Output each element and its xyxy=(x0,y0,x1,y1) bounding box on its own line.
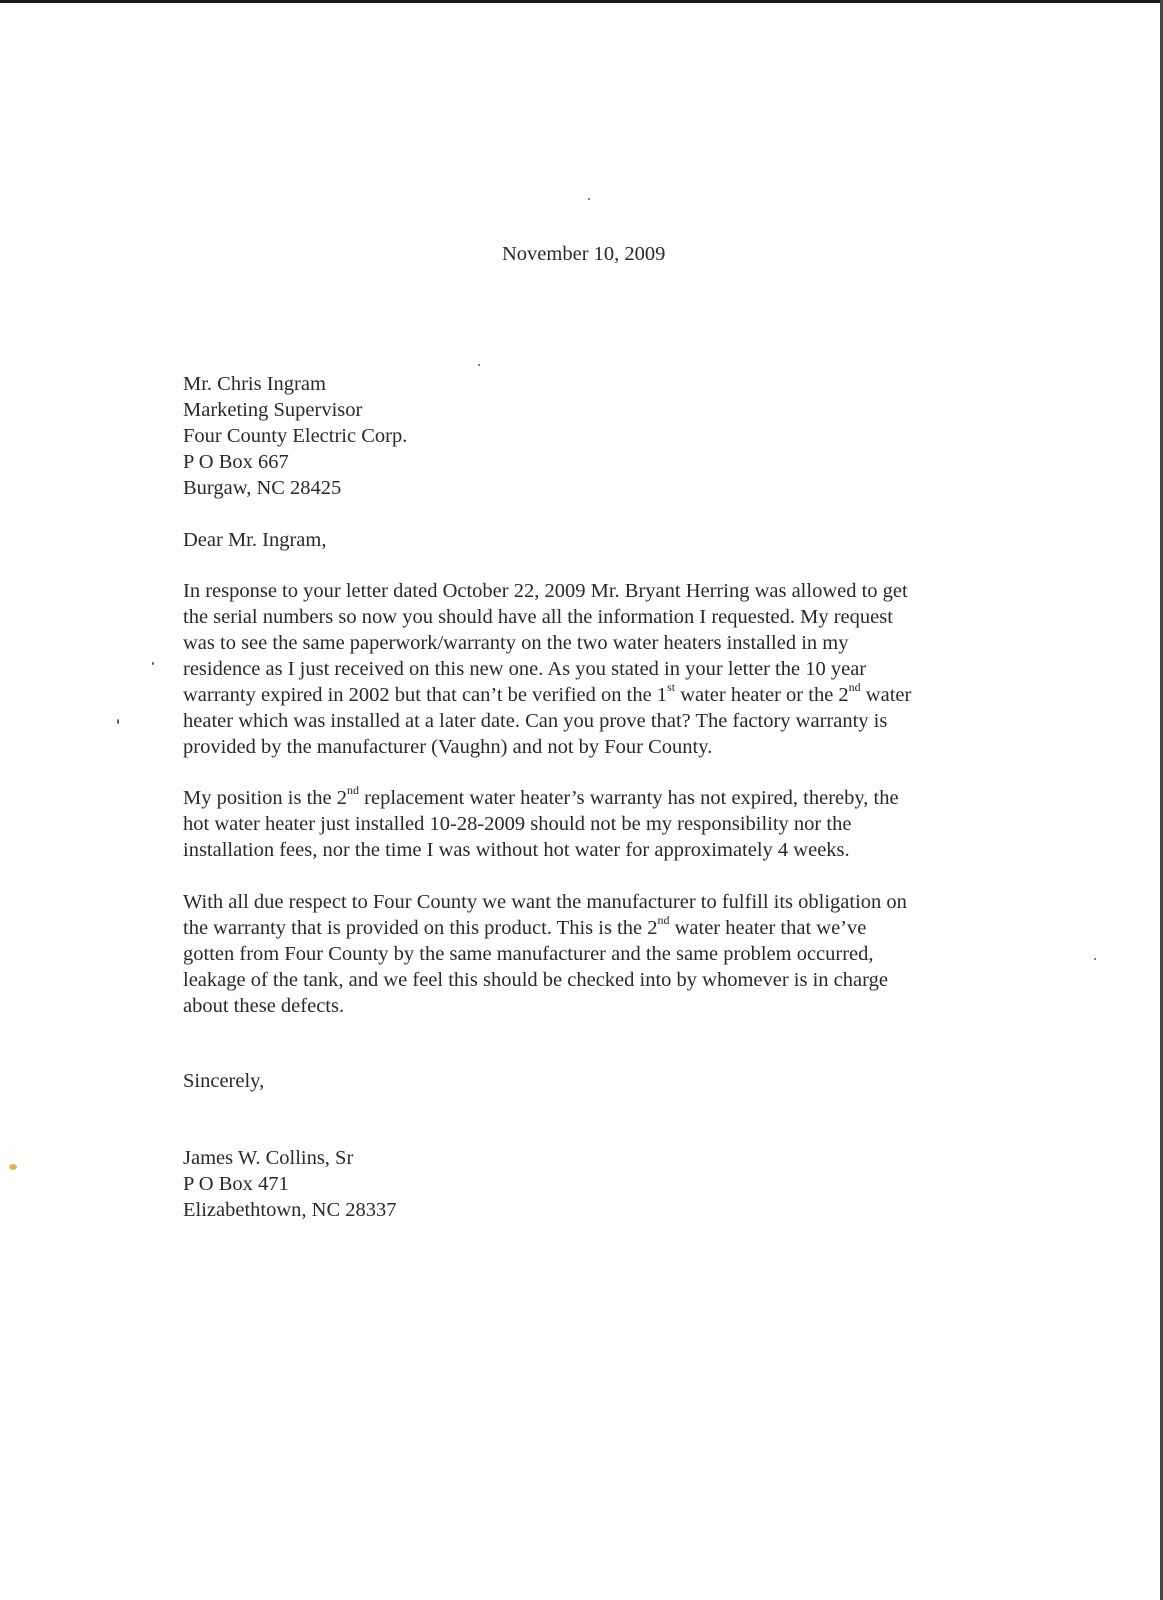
text-segment: warranty expired in 2002 but that can’t be verified on the 1 xyxy=(183,684,668,706)
recipient-name: Mr. Chris Ingram xyxy=(183,373,326,395)
recipient-po-box: P O Box 667 xyxy=(183,451,289,473)
scan-speck xyxy=(152,662,154,665)
salutation-text: Dear Mr. Ingram, xyxy=(183,529,327,551)
paragraph-3 xyxy=(183,889,1013,1019)
sender-city: Elizabethtown, NC 28337 xyxy=(183,1199,397,1221)
text-line xyxy=(183,915,1013,941)
text-segment: water heater that we’ve xyxy=(669,917,867,939)
text-line: heater which was installed at a later date. Can you prove that? The factory warranty is xyxy=(183,710,888,732)
text-line: leakage of the tank, and we feel this should be checked into by whomever is in charge xyxy=(183,969,888,991)
ordinal-suffix: nd xyxy=(347,783,360,798)
text-segment: water xyxy=(860,684,912,706)
ordinal-suffix: nd xyxy=(848,680,861,695)
text-line xyxy=(183,682,1013,708)
recipient-city: Burgaw, NC 28425 xyxy=(183,477,342,499)
ordinal-suffix: st xyxy=(667,680,676,695)
sender-address xyxy=(183,1145,1013,1223)
text-segment: My position is the 2 xyxy=(183,787,348,809)
text-line: provided by the manufacturer (Vaughn) and not by Four County. xyxy=(183,736,713,758)
sender-po-box: P O Box 471 xyxy=(183,1173,289,1195)
closing-text: Sincerely, xyxy=(183,1070,265,1092)
text-segment: water heater or the 2 xyxy=(675,684,849,706)
paragraph-1 xyxy=(183,578,1013,760)
scan-speck xyxy=(1094,958,1096,960)
text-line: In response to your letter dated October 22, 2009 Mr. Bryant Herring was allowed to get xyxy=(183,580,908,602)
letter-date: November 10, 2009 xyxy=(502,243,666,265)
text-line: gotten from Four County by the same manufacturer and the same problem occurred, xyxy=(183,943,874,965)
sender-name: James W. Collins, Sr xyxy=(183,1147,354,1169)
closing xyxy=(183,1068,1013,1094)
text-line: hot water heater just installed 10-28-2009 should not be my responsibility nor the xyxy=(183,813,852,835)
text-line: residence as I just received on this new one. As you stated in your letter the 10 year xyxy=(183,658,867,680)
text-segment: the warranty that is provided on this product. This is the 2 xyxy=(183,917,658,939)
salutation xyxy=(183,527,1013,553)
text-line: the serial numbers so now you should have all the information I requested. My request xyxy=(183,606,893,628)
scan-speck xyxy=(117,719,119,724)
scan-top-edge xyxy=(0,0,1163,3)
text-line: With all due respect to Four County we want the manufacturer to fulfill its obligation on xyxy=(183,891,907,913)
ordinal-suffix: nd xyxy=(657,913,670,928)
scan-speck xyxy=(478,364,480,366)
text-line xyxy=(183,785,1013,811)
recipient-company: Four County Electric Corp. xyxy=(183,425,408,447)
recipient-address xyxy=(183,371,1013,501)
paragraph-2 xyxy=(183,785,1013,863)
text-segment: replacement water heater’s warranty has not expired, thereby, the xyxy=(359,787,899,809)
scan-stain xyxy=(9,1164,17,1170)
text-line: about these defects. xyxy=(183,995,345,1017)
recipient-title: Marketing Supervisor xyxy=(183,399,363,421)
text-line: installation fees, nor the time I was without hot water for approximately 4 weeks. xyxy=(183,839,850,861)
text-line: was to see the same paperwork/warranty on the two water heaters installed in my xyxy=(183,632,849,654)
scan-speck xyxy=(588,198,590,200)
